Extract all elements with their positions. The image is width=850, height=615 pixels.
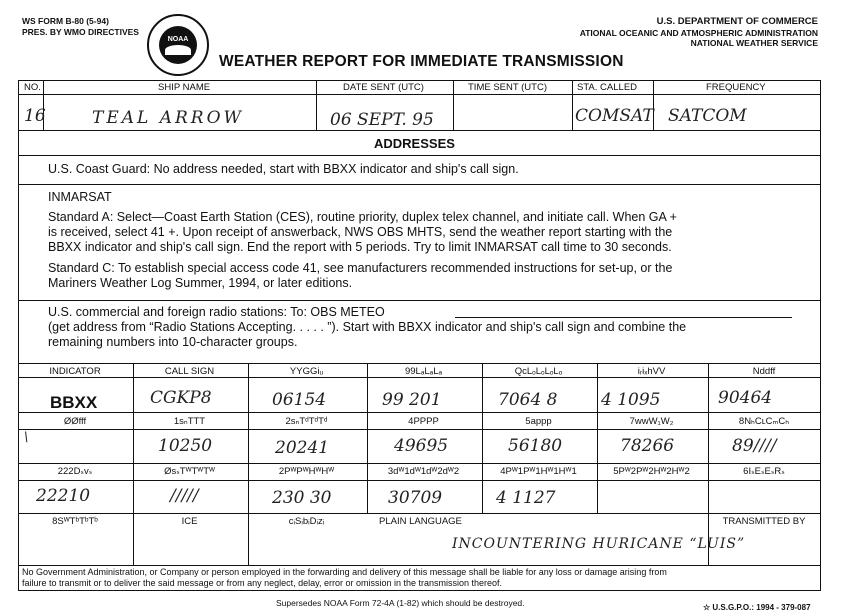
noaa-seal-icon: [147, 14, 209, 76]
value-99lll[interactable]: 99 201: [382, 390, 442, 410]
label-csbdz: cᵢSᵢbᵢDᵢzᵢ: [288, 516, 325, 527]
standard-c-line-2: Mariners Weather Log Summer, 1994, or later editions.: [48, 276, 353, 290]
label-3dw1dw2: 3dᵂ1dᵂ1dᵂ2dᵂ2: [387, 466, 460, 477]
label-nddff: Nddff: [752, 366, 776, 377]
label-222dsvs: 222Dₛvₛ: [57, 466, 93, 477]
radio-line-1: U.S. commercial and foreign radio stations: To: OBS METEO: [48, 305, 385, 319]
label-5pw2hw2: 5Pᵂ2Pᵂ2Hᵂ2Hᵂ2: [613, 466, 690, 477]
value-222dsvs[interactable]: 22210: [36, 486, 91, 506]
addresses-title: ADDRESSES: [374, 136, 455, 151]
radio-line-2: (get address from “Radio Stations Accepting. . . . . ”). Start with BBXX indicator and ship's call sign and combine the: [48, 320, 687, 334]
label-8nhclcmch: 8NₕCʟCₘCₕ: [738, 416, 790, 427]
label-99lll: 99LₐLₐLₐ: [404, 366, 443, 377]
label-2stdtd: 2sₙTᵈTᵈTᵈ: [285, 416, 328, 427]
value-4pw1hw1[interactable]: 4 1127: [496, 488, 556, 508]
disclaimer-line-1: No Government Administration, or Company or person employed in the forwarding and delivery of this message shall be liable for any loss or damage arising from: [22, 567, 667, 577]
label-indicator: INDICATOR: [49, 366, 101, 377]
value-00fff[interactable]: \: [24, 430, 29, 445]
value-0stwtw[interactable]: /////: [170, 486, 199, 506]
label-7www: 7wwW₁W₂: [629, 416, 674, 427]
label-ship-name: SHIP NAME: [158, 82, 211, 93]
seal-text: NOAA: [167, 36, 189, 43]
value-no[interactable]: 16: [24, 106, 46, 126]
value-qclll[interactable]: 7064 8: [498, 390, 558, 410]
value-4pppp[interactable]: 49695: [394, 436, 449, 456]
form-title: WEATHER REPORT FOR IMMEDIATE TRANSMISSION: [219, 53, 624, 70]
value-call-sign[interactable]: CGKP8: [150, 388, 212, 408]
wmo-note: PRES. BY WMO DIRECTIVES: [22, 27, 139, 37]
label-plain-language: PLAIN LANGUAGE: [379, 516, 462, 527]
gpo-note: ☆ U.S.G.P.O.: 1994 - 379-087: [703, 603, 811, 612]
value-indicator[interactable]: BBXX: [50, 393, 98, 412]
value-frequency[interactable]: SATCOM: [668, 106, 747, 126]
label-4pppp: 4PPPP: [408, 416, 439, 427]
value-ship-name[interactable]: TEAL ARROW: [92, 108, 245, 128]
standard-a-line-3: BBXX indicator and ship's call sign. End the report with 5 periods. Try to limit INMARSAT call time to 30 seconds.: [48, 240, 672, 254]
standard-c-line-1: Standard C: To establish special access code 41, see manufacturers recommended instructions for set-up, or the: [48, 261, 673, 275]
label-2pwpwhw: 2PᵂPᵂHᵂHᵂ: [278, 466, 335, 477]
value-sta-called[interactable]: COMSAT: [575, 106, 654, 126]
label-qclll: QᴄLₒLₒLₒLₒ: [514, 366, 563, 377]
nws-name: NATIONAL WEATHER SERVICE: [690, 38, 818, 48]
label-date-sent: DATE SENT (UTC): [343, 82, 424, 93]
radio-line-3: remaining numbers into 10-character groups.: [48, 335, 298, 349]
value-3dw1dw2[interactable]: 30709: [388, 488, 443, 508]
label-sta-called: STA. CALLED: [577, 82, 638, 93]
form-number: WS FORM B-80 (5-94): [22, 16, 109, 26]
label-no: NO.: [24, 82, 41, 93]
coast-guard-text: U.S. Coast Guard: No address needed, start with BBXX indicator and ship's call sign.: [48, 162, 519, 176]
label-0stwtw: ØsₛTᵂTᵂTᵂ: [164, 466, 215, 477]
value-8nhclcmch[interactable]: 89////: [732, 436, 777, 456]
value-2stdtd[interactable]: 20241: [275, 438, 330, 458]
label-4pw1hw1: 4Pᵂ1Pᵂ1Hᵂ1Hᵂ1: [500, 466, 577, 477]
meteo-address-field[interactable]: [455, 317, 792, 318]
label-1sttt: 1sₙTTT: [173, 416, 206, 427]
value-irixhvv[interactable]: 4 1095: [601, 390, 661, 410]
standard-a-line-2: is received, select 41 +. Upon receipt of answerback, NWS OBS MHTS, send the weather report starting with the: [48, 225, 673, 239]
label-transmitted-by: TRANSMITTED BY: [722, 516, 806, 527]
value-1sttt[interactable]: 10250: [158, 436, 213, 456]
inmarsat-title: INMARSAT: [48, 190, 112, 204]
supersedes-note: Supersedes NOAA Form 72-4A (1-82) which should be destroyed.: [276, 598, 525, 608]
noaa-name: ATIONAL OCEANIC AND ATMOSPHERIC ADMINISTRATION: [579, 28, 818, 38]
label-yyggi: YYGGiᵤ: [289, 366, 324, 377]
disclaimer-line-2: failure to transmit or to deliver the said message or from any neglect, delay, error or omission in the transmission thereof.: [22, 578, 503, 588]
value-5appp[interactable]: 56180: [508, 436, 563, 456]
label-call-sign: CALL SIGN: [164, 366, 215, 377]
value-7www[interactable]: 78266: [620, 436, 675, 456]
label-00fff: ØØfff: [63, 416, 87, 427]
value-nddff[interactable]: 90464: [718, 388, 773, 408]
label-irixhvv: iᵣiₓhVV: [637, 366, 666, 377]
dept-name: U.S. DEPARTMENT OF COMMERCE: [656, 16, 818, 27]
value-yyggi[interactable]: 06154: [272, 390, 327, 410]
label-frequency: FREQUENCY: [706, 82, 766, 93]
value-plain-language[interactable]: INCOUNTERING HURICANE “LUIS”: [452, 536, 746, 552]
value-2pwpwhw[interactable]: 230 30: [272, 488, 332, 508]
label-8swtb: 8SᵂTᵇTᵇTᵇ: [52, 516, 98, 527]
label-6iseses: 6IₛEₛEₛRₛ: [743, 466, 785, 477]
label-time-sent: TIME SENT (UTC): [468, 82, 547, 93]
value-date-sent[interactable]: 06 SEPT. 95: [330, 110, 434, 130]
label-5appp: 5appp: [525, 416, 552, 427]
standard-a-line-1: Standard A: Select—Coast Earth Station (CES), routine priority, duplex telex channel, and initiate call. When GA +: [48, 210, 677, 224]
label-ice: ICE: [181, 516, 198, 527]
